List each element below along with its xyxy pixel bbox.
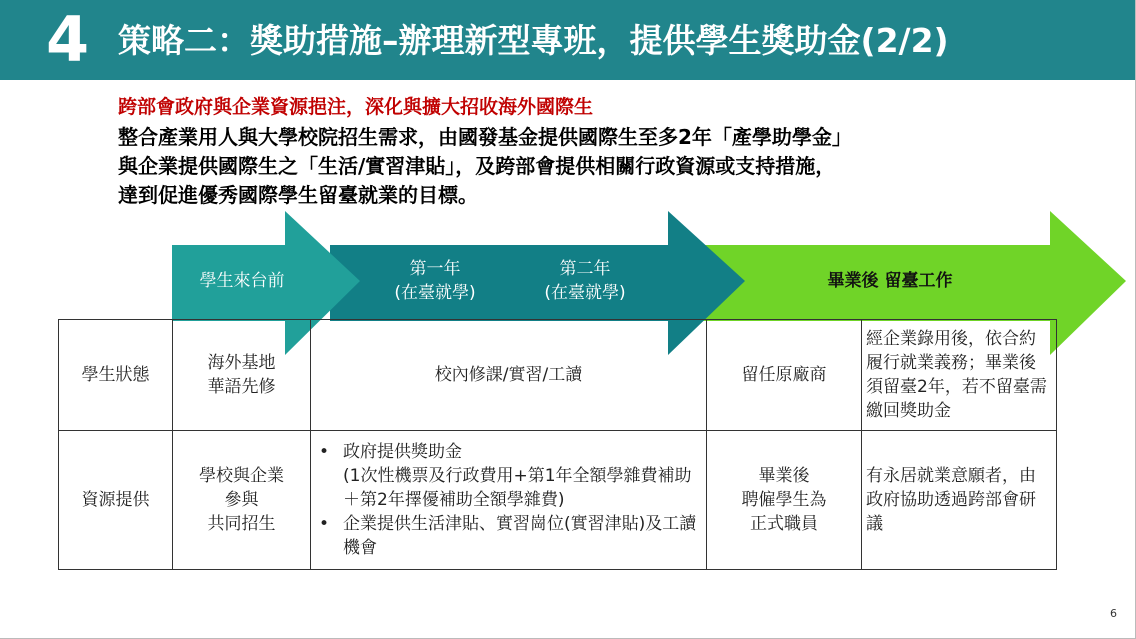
title-bar xyxy=(0,0,1136,80)
status-before-line: 華語先修 xyxy=(207,377,276,397)
stage-before: 學生來台前 xyxy=(199,271,285,291)
subtitle: 跨部會政府與企業資源挹注，深化與擴大招收海外國際生 xyxy=(118,96,594,118)
resources-after-line: 畢業後 xyxy=(758,466,810,486)
resources-after-line: 正式職員 xyxy=(750,514,818,534)
status-before-line: 海外基地 xyxy=(207,353,276,373)
bullet-text: 政府提供獎助金 xyxy=(343,442,462,462)
stage-year1-sub: (在臺就學) xyxy=(394,283,476,303)
page-number: 6 xyxy=(1110,607,1117,620)
resources-before-line: 參與 xyxy=(224,490,259,510)
stage-year1 xyxy=(365,257,505,305)
row-header-status: 學生狀態 xyxy=(59,320,173,431)
intro-line: 達到促進優秀國際學生留臺就業的目標。 xyxy=(118,183,478,207)
table-row xyxy=(59,320,1057,431)
intro-line: 整合產業用人與大學校院招生需求，由國發基金提供國際生至多2年「產學助學金」 xyxy=(118,125,852,149)
bullet-item: • 企業提供生活津貼、實習崗位(實習津貼)及工讀機會 xyxy=(343,512,702,560)
page-title: 策略二：獎助措施–辦理新型專班，提供學生獎助金(2/2) xyxy=(118,21,949,60)
resource-bullets xyxy=(315,440,702,560)
stage-year2 xyxy=(515,257,655,305)
resources-before-line: 共同招生 xyxy=(207,514,276,534)
table-row xyxy=(59,431,1057,570)
resources-study xyxy=(311,431,707,570)
stage-year1-title: 第一年 xyxy=(409,259,461,279)
stage-after: 畢業後 留臺工作 xyxy=(827,271,953,291)
section-number: 4 xyxy=(46,3,90,76)
status-after: 留任原廠商 xyxy=(707,320,862,431)
intro-line: 與企業提供國際生之「生活/實習津貼」，及跨部會提供相關行政資源或支持措施， xyxy=(118,154,836,178)
strategy-table xyxy=(58,319,1057,570)
bullet-detail: (1次性機票及行政費用+第1年全額學雜費補助＋第2年擇優補助全額學雜費) xyxy=(343,466,692,510)
resources-after-line: 聘僱學生為 xyxy=(741,490,827,510)
status-note: 經企業錄用後，依合約履行就業義務；畢業後須留臺2年，若不留臺需繳回獎助金 xyxy=(862,320,1057,431)
status-study: 校內修課/實習/工讀 xyxy=(311,320,707,431)
resources-after xyxy=(707,431,862,570)
resources-before-line: 學校與企業 xyxy=(199,466,284,486)
stage-year2-title: 第二年 xyxy=(559,259,611,279)
resources-before xyxy=(173,431,311,570)
intro-paragraph xyxy=(118,123,1078,210)
status-before xyxy=(173,320,311,431)
row-header-resources: 資源提供 xyxy=(59,431,173,570)
bullet-item xyxy=(343,440,702,512)
resources-note: 有永居就業意願者，由政府協助透過跨部會研議 xyxy=(862,431,1057,570)
stage-year2-sub: (在臺就學) xyxy=(544,283,626,303)
